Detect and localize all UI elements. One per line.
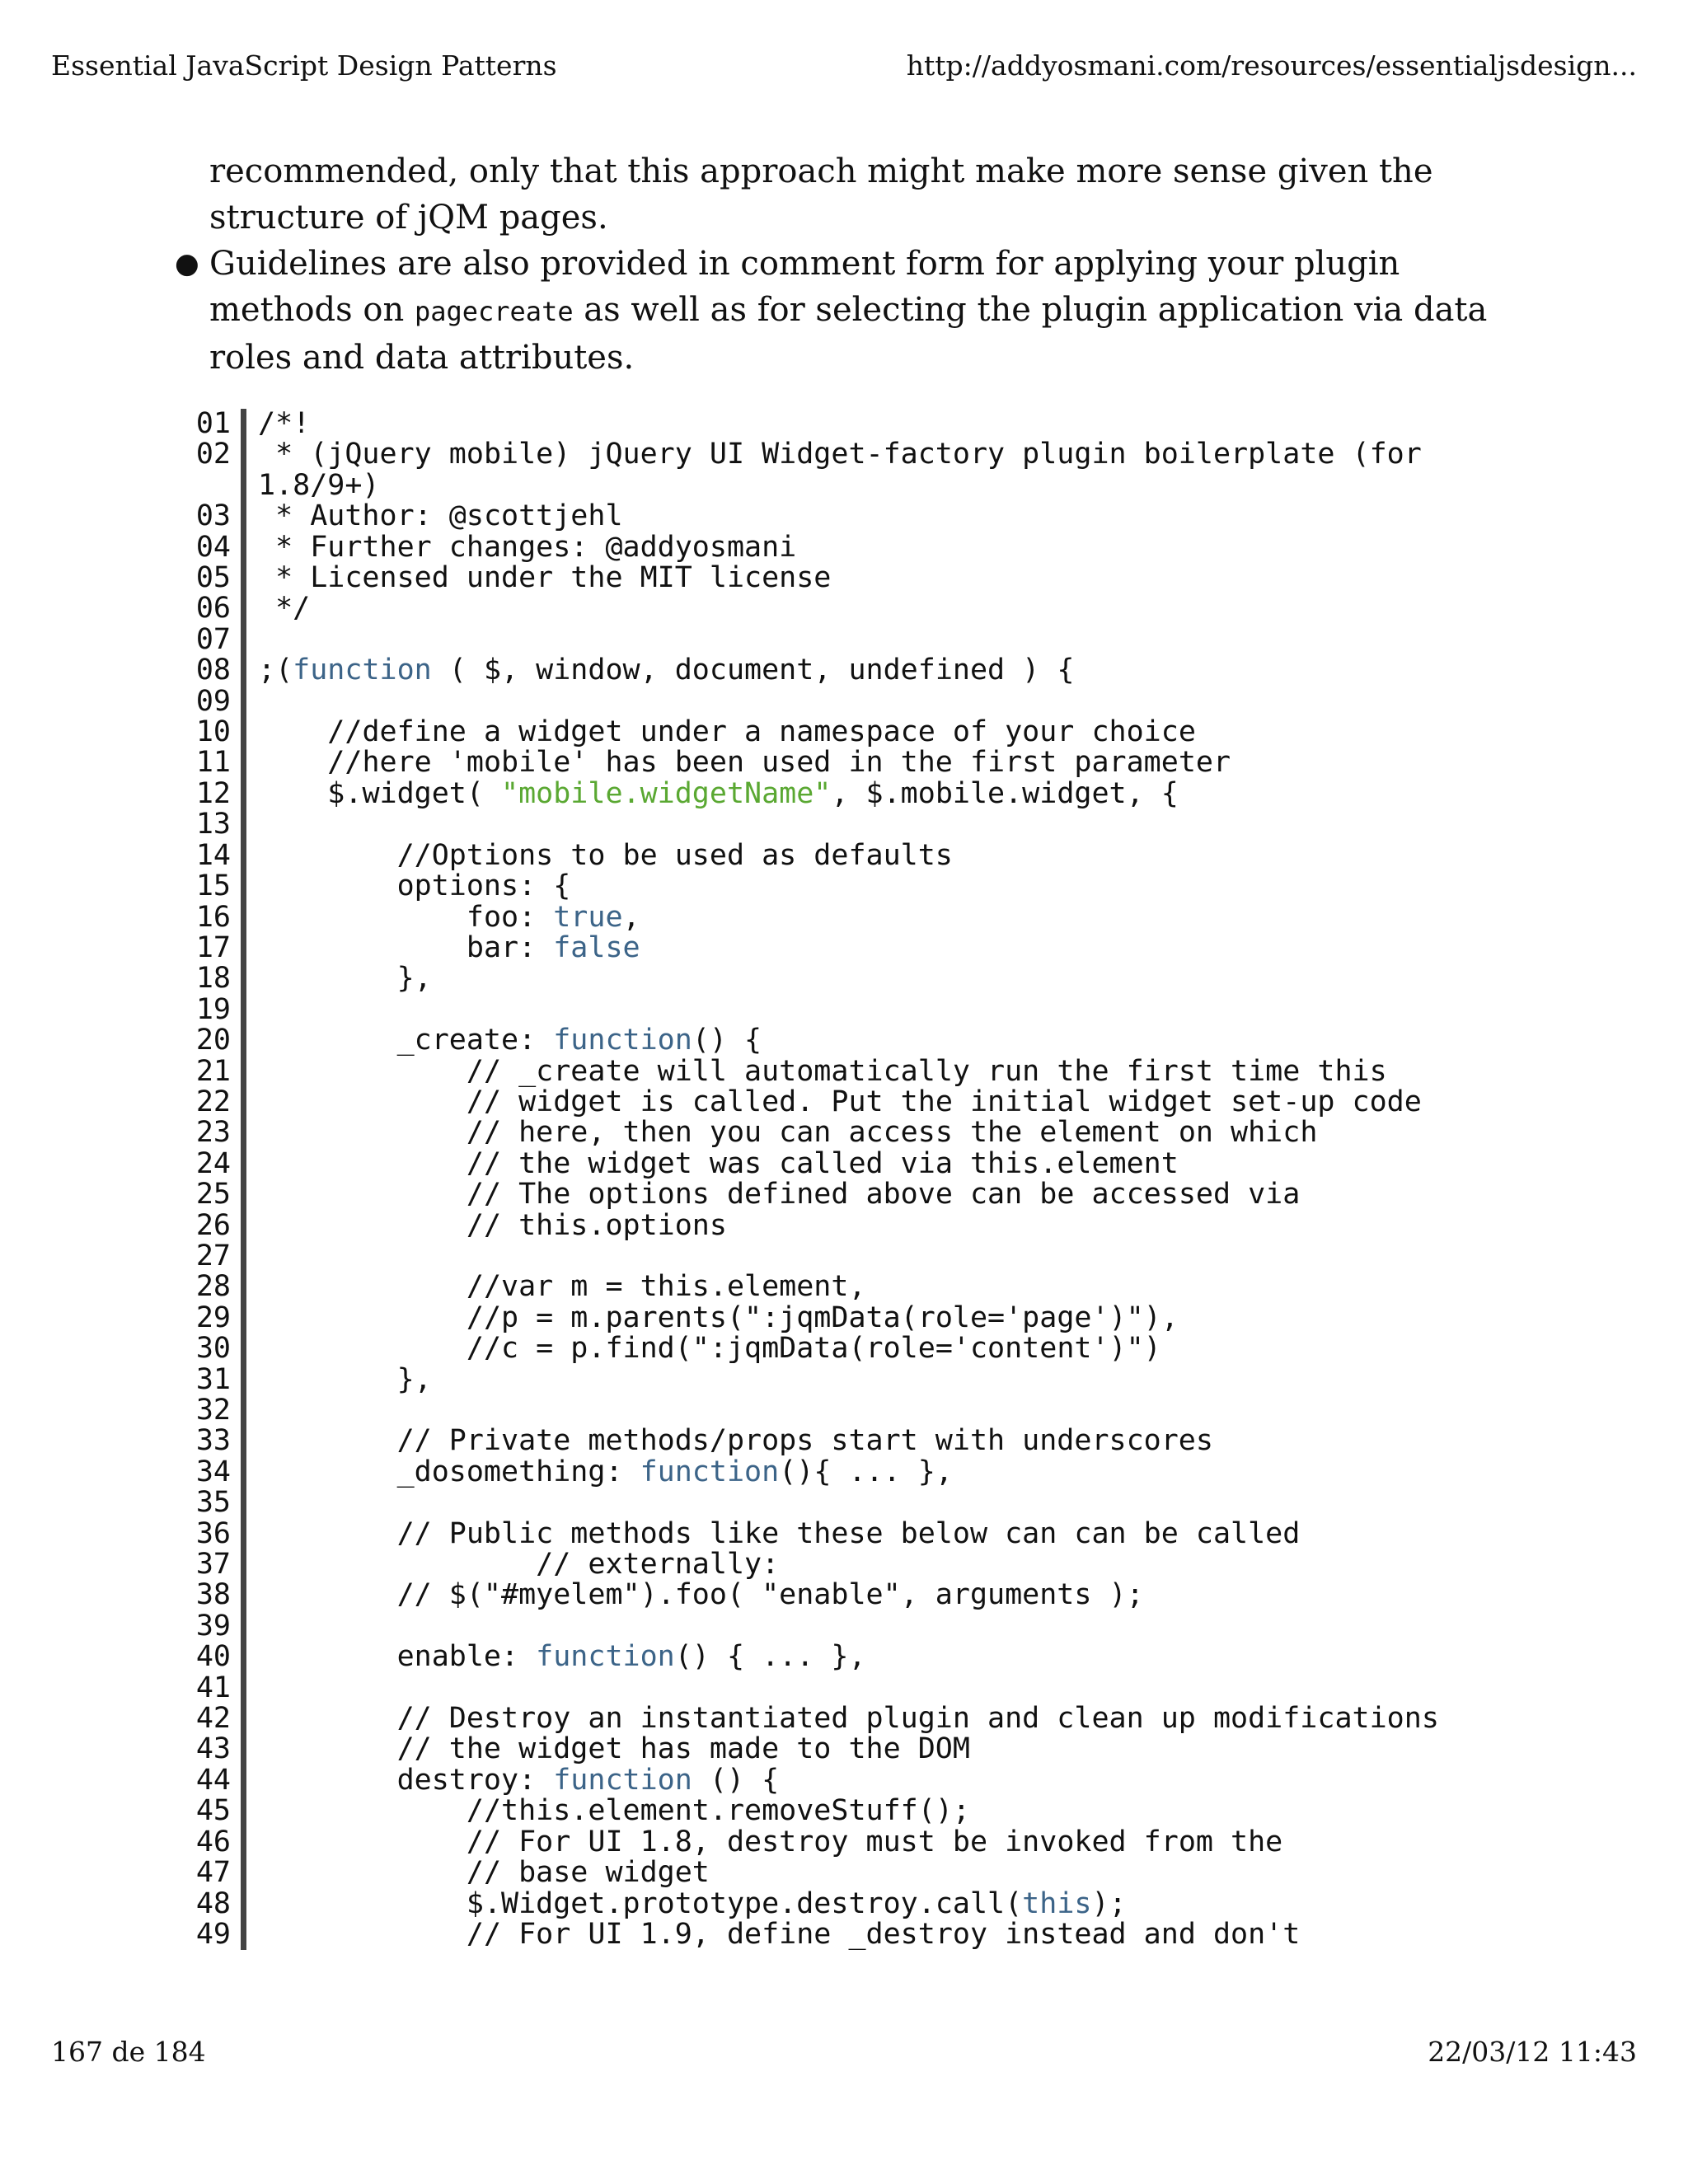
- code-text: [241, 1886, 1459, 1920]
- code-token: ,: [622, 900, 640, 934]
- line-number: 32: [195, 1394, 231, 1427]
- code-keyword: true: [553, 900, 623, 934]
- code-token: () {: [692, 1763, 780, 1797]
- line-number: 36: [195, 1516, 231, 1550]
- code-line: [173, 992, 1459, 1026]
- line-number: 38: [195, 1578, 231, 1612]
- code-line: [173, 809, 1459, 840]
- continued-paragraph: recommended, only that this approach might make more sense given the structure of jQM pages.: [209, 152, 1433, 237]
- code-token: ( $, window, document, undefined ) {: [431, 654, 1075, 687]
- print-timestamp: 22/03/12 11:43: [1428, 2036, 1637, 2068]
- code-line: [173, 532, 1459, 563]
- code-token: * Author: @scottjehl: [258, 499, 623, 533]
- code-text: [241, 1704, 1459, 1734]
- code-line: [173, 717, 1459, 748]
- code-token: $.Widget.prototype.destroy.call(: [258, 1886, 1023, 1920]
- code-token: $.widget(: [258, 776, 502, 810]
- code-line: [173, 622, 1459, 656]
- bullet-text-before: Guidelines are also provided in comment form for applying your plugin methods on: [209, 245, 1400, 329]
- code-token: //p = m.parents(":jqmData(role='page')"),: [258, 1301, 1179, 1334]
- line-number: 15: [195, 869, 231, 903]
- code-line: [173, 1858, 1459, 1888]
- line-number: 31: [195, 1362, 231, 1396]
- code-text: [241, 1054, 1459, 1088]
- line-number: 33: [195, 1424, 231, 1458]
- code-line: [173, 1241, 1459, 1272]
- line-number: 08: [195, 654, 231, 687]
- code-line: [173, 501, 1459, 532]
- bullet-text-after: as well as for selecting the plugin application via data roles and data attributes.: [209, 291, 1488, 377]
- line-number: 30: [195, 1332, 231, 1366]
- code-text: [241, 1272, 1459, 1302]
- code-token: options: {: [258, 869, 571, 903]
- code-line: [173, 1580, 1459, 1610]
- line-number: 18: [195, 962, 231, 996]
- code-token: //here 'mobile' has been used in the first parameter: [258, 746, 1231, 780]
- code-text: [241, 563, 1459, 593]
- code-text: [241, 1488, 1459, 1518]
- code-token: // externally:: [258, 1548, 780, 1582]
- line-number: 42: [195, 1702, 231, 1736]
- code-token: foo:: [258, 900, 554, 934]
- code-line: [173, 1704, 1459, 1734]
- line-number: 19: [195, 992, 231, 1026]
- code-token: // widget is called. Put the initial widget set-up code: [258, 1085, 1422, 1118]
- code-line: [173, 1362, 1459, 1396]
- code-text: [241, 1858, 1459, 1888]
- line-number: 17: [195, 930, 231, 964]
- code-keyword: function: [293, 654, 432, 687]
- code-line: [173, 1457, 1459, 1488]
- line-number: 13: [195, 808, 231, 841]
- line-number: 16: [195, 900, 231, 934]
- code-token: */: [258, 592, 311, 626]
- code-text: [241, 1241, 1459, 1272]
- code-token: );: [1091, 1886, 1127, 1920]
- document-title: Essential JavaScript Design Patterns: [51, 49, 557, 82]
- code-text: [241, 625, 1459, 655]
- code-token: //var m = this.element,: [258, 1270, 866, 1304]
- code-text: [241, 1796, 1459, 1826]
- list-item: [168, 241, 1520, 381]
- code-text: [241, 963, 1459, 994]
- code-keyword: function: [640, 1455, 780, 1488]
- line-number: 26: [195, 1208, 231, 1242]
- code-token: // For UI 1.8, destroy must be invoked from the: [258, 1825, 1283, 1858]
- page-number: 167 de 184: [51, 2036, 206, 2068]
- line-number: 04: [195, 530, 231, 564]
- line-number: 28: [195, 1270, 231, 1304]
- code-token: , $.mobile.widget, {: [831, 776, 1179, 810]
- code-text: [241, 838, 1459, 872]
- inline-code: pagecreate: [414, 296, 574, 327]
- line-number: 40: [195, 1640, 231, 1674]
- line-number: 14: [195, 838, 231, 872]
- code-token: //c = p.find(":jqmData(role='content')"): [258, 1332, 1161, 1366]
- code-text: [241, 409, 1459, 439]
- code-text: [241, 1642, 1459, 1672]
- code-line: [173, 439, 1459, 501]
- code-keyword: false: [553, 930, 640, 964]
- code-token: () {: [692, 1024, 762, 1057]
- code-text: [241, 1146, 1459, 1180]
- code-text: [241, 871, 1459, 902]
- line-number: 20: [195, 1024, 231, 1057]
- code-text: [241, 1333, 1459, 1364]
- line-number: 21: [195, 1054, 231, 1088]
- code-line: [173, 871, 1459, 902]
- code-line: [173, 1549, 1459, 1580]
- line-number: 10: [195, 715, 231, 749]
- code-text: [241, 1426, 1459, 1456]
- code-token: // base widget: [258, 1856, 710, 1890]
- code-text: [241, 1919, 1459, 1950]
- line-number: 22: [195, 1085, 231, 1118]
- code-token: //define a widget under a namespace of your choice: [258, 715, 1196, 749]
- line-number: 41: [195, 1671, 231, 1704]
- code-token: // the widget was called via this.element: [258, 1146, 1179, 1180]
- code-token: ;(: [258, 654, 293, 687]
- code-text: [241, 1765, 1459, 1796]
- code-text: [241, 655, 1459, 686]
- code-text: [241, 1673, 1459, 1704]
- code-line: [173, 1025, 1459, 1056]
- line-number: 44: [195, 1763, 231, 1797]
- code-token: enable:: [258, 1640, 537, 1674]
- code-line: [173, 1087, 1459, 1118]
- code-token: _dosomething:: [258, 1455, 640, 1488]
- code-keyword: function: [536, 1640, 675, 1674]
- code-line: [173, 1333, 1459, 1364]
- code-line: [173, 776, 1459, 810]
- code-keyword: function: [553, 1763, 692, 1797]
- code-line: [173, 1886, 1459, 1920]
- code-text: [241, 687, 1459, 717]
- code-line: [173, 1208, 1459, 1242]
- code-text: [241, 1516, 1459, 1550]
- code-token: // The options defined above can be accessed via: [258, 1178, 1301, 1212]
- page-footer: [51, 2036, 1637, 2072]
- code-token: () { ... },: [674, 1640, 866, 1674]
- line-number: 35: [195, 1486, 231, 1520]
- code-line: [173, 838, 1459, 872]
- code-token: // Public methods like these below can can be called: [258, 1516, 1301, 1550]
- code-token: bar:: [258, 930, 554, 964]
- code-line: [173, 563, 1459, 593]
- code-line: [173, 1919, 1459, 1950]
- code-text: [241, 1827, 1459, 1858]
- article-body: [168, 148, 1520, 381]
- line-number: 47: [195, 1856, 231, 1890]
- code-line: [173, 902, 1459, 933]
- code-text: [241, 1549, 1459, 1580]
- line-number: 25: [195, 1178, 231, 1212]
- line-number: 23: [195, 1116, 231, 1150]
- line-number: 09: [195, 684, 231, 718]
- code-line: [173, 963, 1459, 994]
- line-number: 06: [195, 592, 231, 626]
- code-token: //Options to be used as defaults: [258, 838, 953, 872]
- code-token: // _create will automatically run the first time this: [258, 1054, 1387, 1088]
- code-token: * Further changes: @addyosmani: [258, 530, 797, 564]
- code-token: },: [258, 962, 432, 996]
- code-line: [173, 1179, 1459, 1210]
- code-token: // here, then you can access the element on which: [258, 1116, 1318, 1150]
- code-token: // Private methods/props start with underscores: [258, 1424, 1213, 1458]
- code-line: [173, 1488, 1459, 1518]
- code-line: [173, 1611, 1459, 1642]
- code-text: [241, 1580, 1459, 1610]
- code-token: * Licensed under the MIT license: [258, 561, 832, 595]
- code-text: [241, 1734, 1459, 1765]
- code-token: /*!: [258, 407, 311, 440]
- line-number: 46: [195, 1825, 231, 1858]
- line-number: 37: [195, 1548, 231, 1582]
- code-string: "mobile.widgetName": [501, 776, 832, 810]
- line-number: 39: [195, 1609, 231, 1643]
- line-number: 02: [195, 438, 231, 471]
- code-line: [173, 1796, 1459, 1826]
- code-line: [173, 1303, 1459, 1333]
- code-line: [173, 1734, 1459, 1765]
- code-text: [241, 717, 1459, 748]
- code-line: [173, 1426, 1459, 1456]
- line-number: 12: [195, 776, 231, 810]
- code-line: [173, 930, 1459, 964]
- bullet-icon: ●: [175, 247, 199, 280]
- code-token: // the widget has made to the DOM: [258, 1732, 970, 1766]
- code-text: [241, 1362, 1459, 1396]
- code-text: [241, 1118, 1459, 1148]
- code-text: [241, 930, 1459, 964]
- code-text: [241, 1087, 1459, 1118]
- line-number: 01: [195, 407, 231, 440]
- line-number: 48: [195, 1886, 231, 1920]
- code-text: [241, 532, 1459, 563]
- document-url[interactable]: http://addyosmani.com/resources/essentialjsdesign...: [906, 49, 1637, 82]
- code-text: [241, 1303, 1459, 1333]
- code-text: [241, 1025, 1459, 1056]
- code-token: (){ ... },: [779, 1455, 953, 1488]
- code-line: [173, 1272, 1459, 1302]
- code-text: [241, 1395, 1459, 1426]
- code-block: [173, 409, 1459, 1950]
- code-text: [241, 902, 1459, 933]
- code-text: [241, 995, 1459, 1025]
- code-token: _create:: [258, 1024, 554, 1057]
- line-number: 45: [195, 1794, 231, 1828]
- code-token: // For UI 1.9, define _destroy instead and don't: [258, 1917, 1301, 1951]
- code-line: [173, 1395, 1459, 1426]
- code-line: [173, 409, 1459, 439]
- line-number: 05: [195, 561, 231, 595]
- code-line: [173, 748, 1459, 778]
- code-line: [173, 684, 1459, 718]
- code-token: // Destroy an instantiated plugin and clean up modifications: [258, 1702, 1439, 1736]
- code-text: [241, 1457, 1459, 1488]
- line-number: 49: [195, 1917, 231, 1951]
- code-text: [241, 1208, 1459, 1242]
- code-keyword: this: [1022, 1886, 1092, 1920]
- code-keyword: function: [553, 1024, 692, 1057]
- code-line: [173, 1146, 1459, 1180]
- line-number: 07: [195, 622, 231, 656]
- code-text: [241, 809, 1459, 840]
- code-token: // $("#myelem").foo( "enable", arguments );: [258, 1578, 1144, 1612]
- code-line: [173, 1516, 1459, 1550]
- code-token: * (jQuery mobile) jQuery UI Widget-factory plugin boilerplate (for 1.8/9+): [258, 438, 1439, 502]
- line-number: 27: [195, 1239, 231, 1272]
- code-line: [173, 1642, 1459, 1672]
- line-number: 11: [195, 746, 231, 780]
- code-line: [173, 1827, 1459, 1858]
- bullet-list: [168, 241, 1520, 381]
- code-text: [241, 748, 1459, 778]
- line-number: 24: [195, 1146, 231, 1180]
- line-number: 29: [195, 1301, 231, 1334]
- code-line: [173, 1673, 1459, 1704]
- code-text: [241, 439, 1459, 501]
- line-number: 03: [195, 499, 231, 533]
- code-line: [173, 1765, 1459, 1796]
- code-token: },: [258, 1362, 432, 1396]
- code-text: [241, 1611, 1459, 1642]
- code-line: [173, 1054, 1459, 1088]
- line-number: 43: [195, 1732, 231, 1766]
- code-line: [173, 655, 1459, 686]
- code-line: [173, 593, 1459, 624]
- code-text: [241, 501, 1459, 532]
- code-token: destroy:: [258, 1763, 554, 1797]
- code-text: [241, 593, 1459, 624]
- code-token: // this.options: [258, 1208, 727, 1242]
- code-text: [241, 1179, 1459, 1210]
- code-token: //this.element.removeStuff();: [258, 1794, 970, 1828]
- code-line: [173, 1118, 1459, 1148]
- code-text: [241, 776, 1459, 810]
- line-number: 34: [195, 1455, 231, 1488]
- page-header: [51, 49, 1637, 86]
